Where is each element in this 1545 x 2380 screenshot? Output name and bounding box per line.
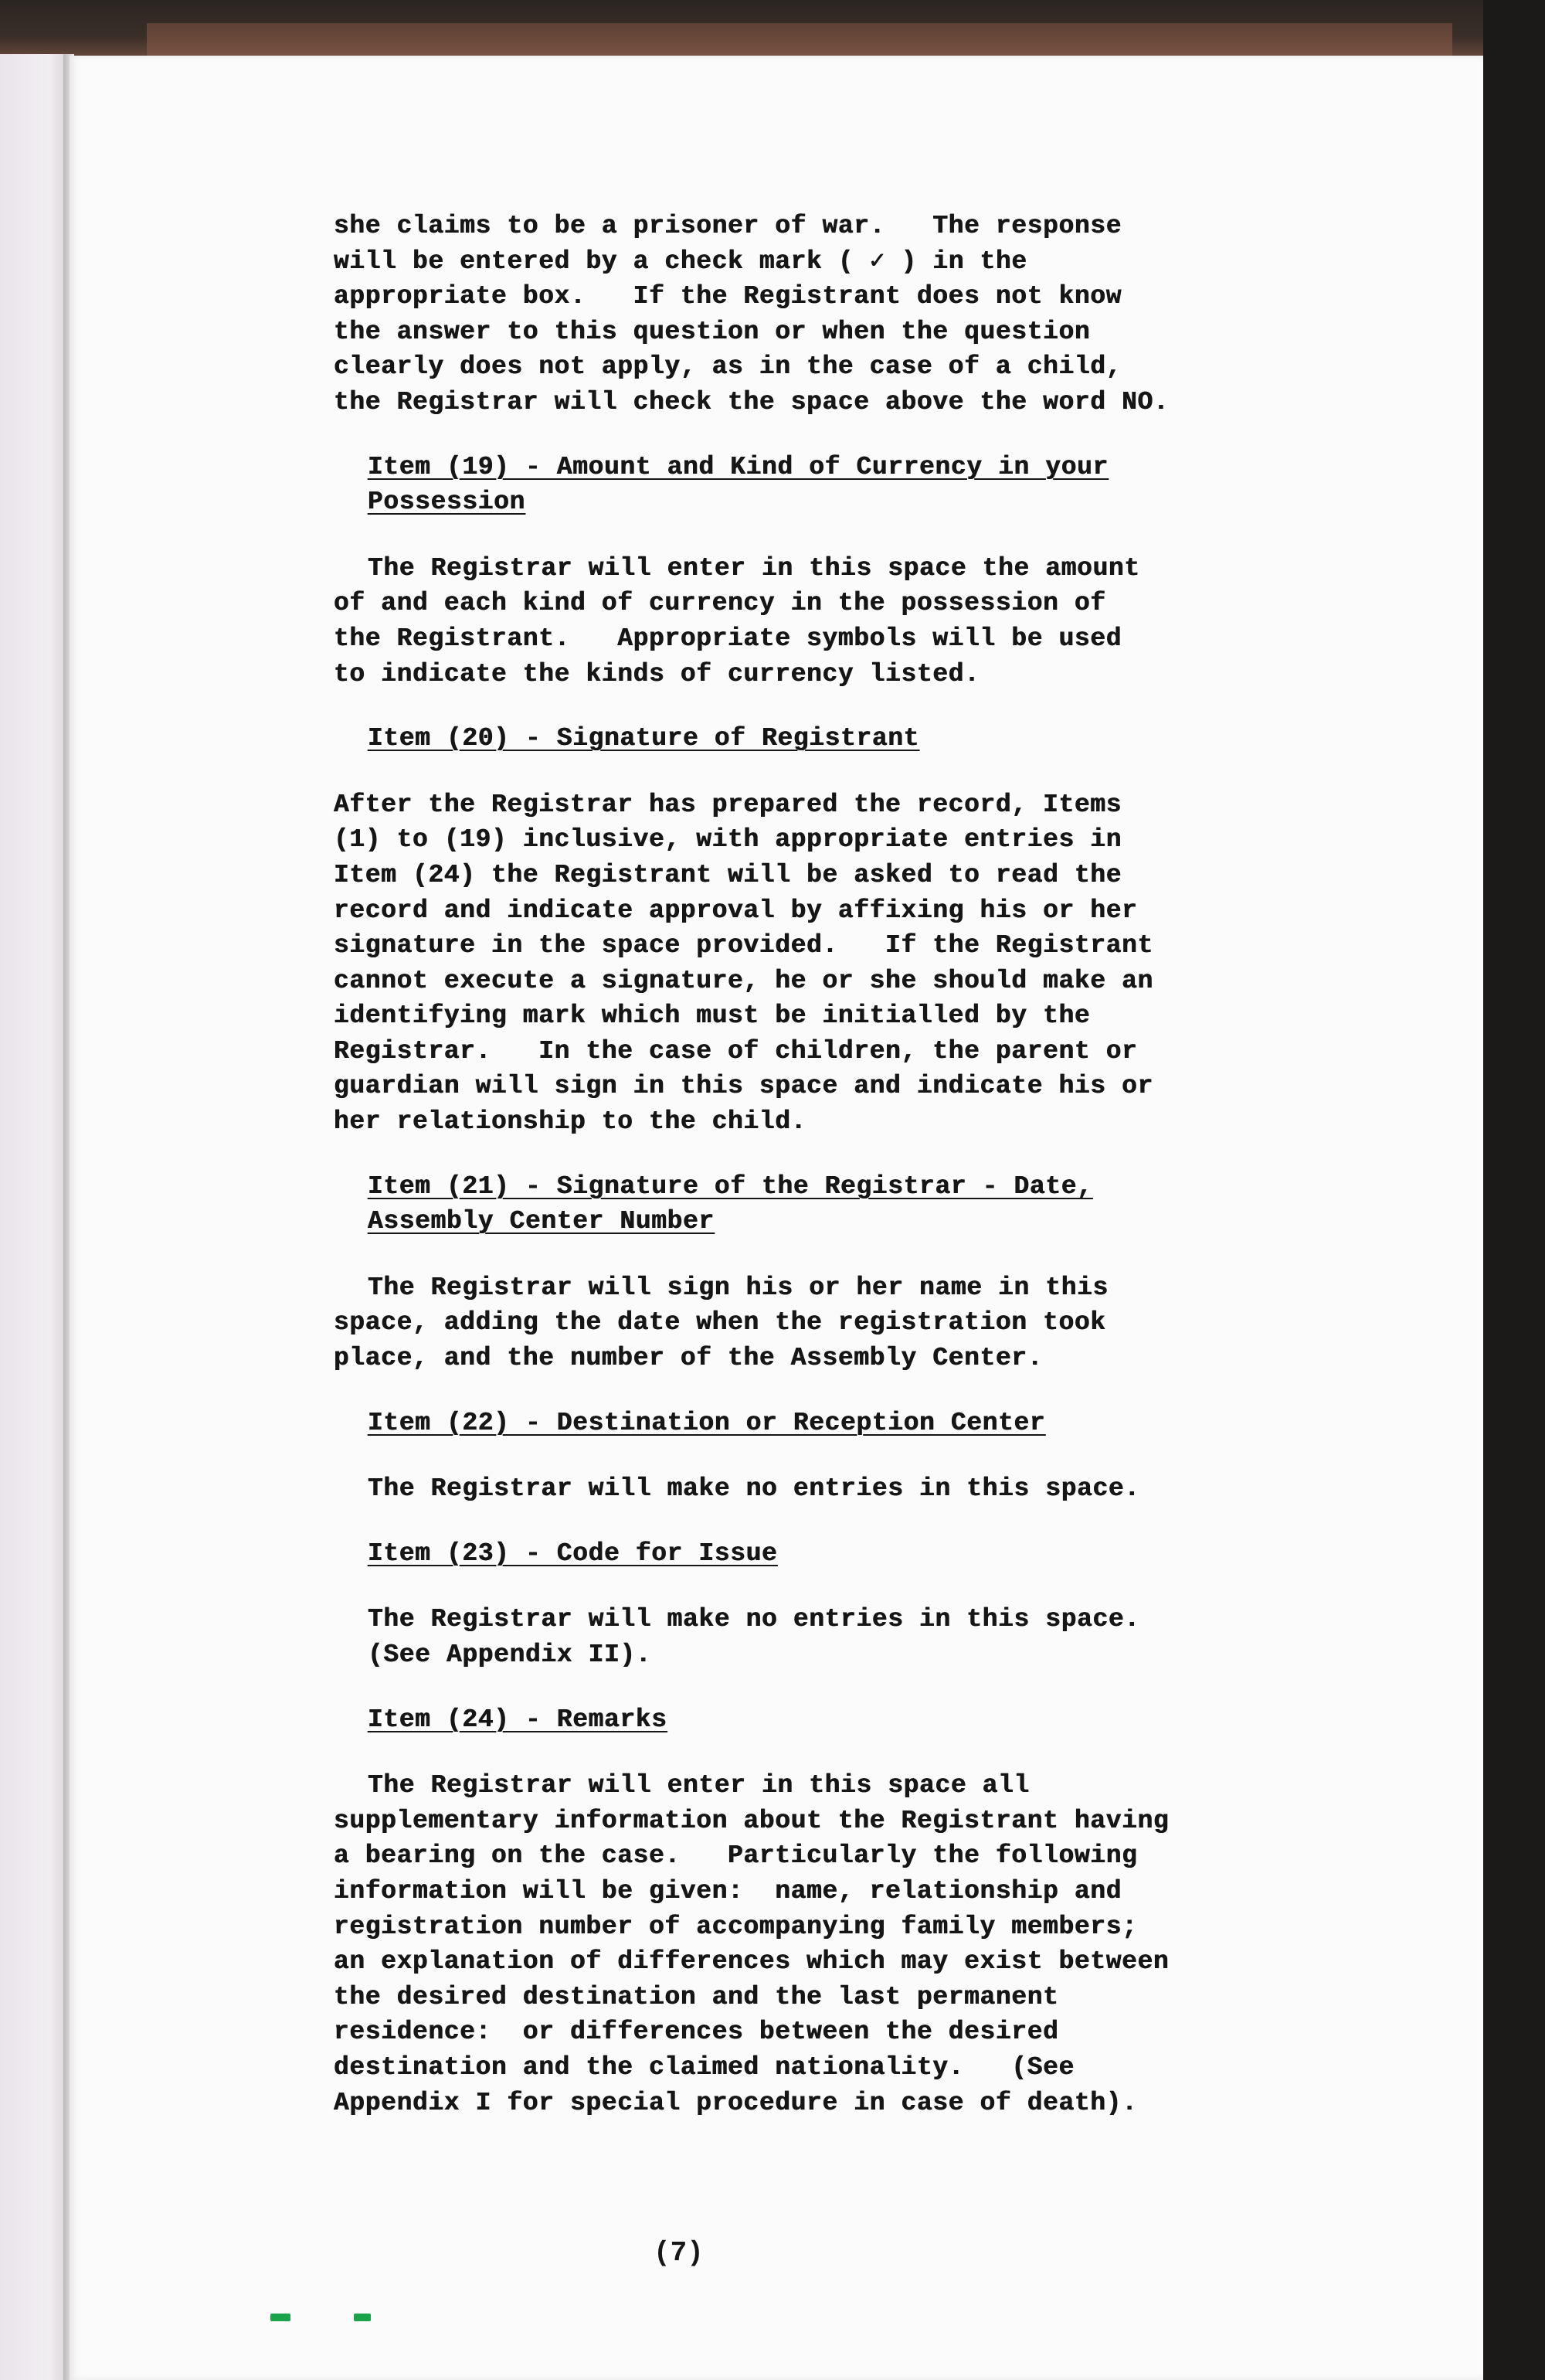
- heading-line: Item (22) - Destination or Reception Center: [368, 1408, 1046, 1437]
- text-line: guardian will sign in this space and indicate his or: [334, 1072, 1153, 1101]
- heading-line: Item (23) - Code for Issue: [368, 1538, 778, 1568]
- item-22-heading: [368, 1406, 1245, 1441]
- green-marker-stroke: [270, 2314, 290, 2321]
- text-line: The Registrar will sign his or her name in this: [368, 1273, 1109, 1302]
- text-line: the answer to this question or when the question: [334, 317, 1091, 346]
- text-line: appropriate box. If the Registrant does not know: [334, 282, 1122, 311]
- item-24-body: [334, 1768, 1245, 2120]
- text-line: (See Appendix II).: [368, 1640, 652, 1669]
- text-line: her relationship to the child.: [334, 1107, 807, 1137]
- item-19-body: [334, 551, 1245, 692]
- text-line: The Registrar will make no entries in this space.: [368, 1605, 1140, 1634]
- item-19-heading: [368, 450, 1245, 520]
- text-line: supplementary information about the Registrant having: [334, 1806, 1170, 1835]
- text-line: a bearing on the case. Particularly the following: [334, 1841, 1138, 1871]
- text-line: The Registrar will enter in this space all: [368, 1771, 1030, 1800]
- text-line: space, adding the date when the registration took: [334, 1308, 1106, 1338]
- heading-line: Possession: [368, 488, 526, 517]
- item-24-heading: [368, 1702, 1245, 1738]
- item-21-body: [334, 1270, 1245, 1376]
- text-line: The Registrar will make no entries in this space.: [368, 1474, 1140, 1504]
- text-line: Registrar. In the case of children, the parent or: [334, 1036, 1138, 1066]
- text-line: she claims to be a prisoner of war. The response: [334, 212, 1122, 240]
- paragraph-prisoner-of-war: [334, 209, 1245, 420]
- text-line: signature in the space provided. If the Registrant: [334, 931, 1153, 960]
- text-line: the Registrant. Appropriate symbols will be used: [334, 624, 1122, 653]
- item-22-body: [334, 1471, 1245, 1507]
- heading-line: Item (21) - Signature of the Registrar - Date,: [368, 1171, 1093, 1201]
- text-line: an explanation of differences which may exist between: [334, 1947, 1170, 1977]
- text-line: The Registrar will enter in this space the amount: [368, 553, 1140, 583]
- text-line: will be entered by a check mark ( ✓ ) in the: [334, 246, 1027, 276]
- text-line: After the Registrar has prepared the record, Items: [334, 790, 1122, 819]
- text-line: identifying mark which must be initialled by the: [334, 1001, 1091, 1031]
- facing-page-edge: [0, 54, 70, 2380]
- heading-line: Item (24) - Remarks: [368, 1705, 667, 1734]
- text-line: the Registrar will check the space above the word NO.: [334, 387, 1170, 416]
- binder-spine: [147, 23, 1452, 60]
- scan-background-right: [1483, 0, 1545, 2380]
- text-line: of and each kind of currency in the possession of: [334, 589, 1106, 618]
- item-23-heading: [368, 1536, 1245, 1572]
- item-20-heading: [368, 721, 1245, 756]
- text-line: residence: or differences between the desired: [334, 2018, 1059, 2047]
- item-21-heading: [368, 1169, 1245, 1239]
- text-line: place, and the number of the Assembly Center.: [334, 1344, 1044, 1373]
- heading-line: Assembly Center Number: [368, 1207, 715, 1236]
- text-line: registration number of accompanying family members;: [334, 1912, 1138, 1941]
- item-23-body: [334, 1602, 1245, 1672]
- page-number: (7): [654, 2237, 704, 2269]
- page-content: [334, 209, 1245, 2120]
- text-line: Item (24) the Registrant will be asked to read the: [334, 860, 1122, 889]
- text-line: record and indicate approval by affixing his or her: [334, 896, 1138, 925]
- text-line: information will be given: name, relationship and: [334, 1876, 1122, 1906]
- heading-line: Item (19) - Amount and Kind of Currency in your: [368, 452, 1109, 481]
- text-line: clearly does not apply, as in the case of a child,: [334, 352, 1122, 382]
- green-marker-stroke: [354, 2314, 371, 2321]
- text-line: cannot execute a signature, he or she should make an: [334, 966, 1153, 995]
- text-line: Appendix I for special procedure in case of death).: [334, 2088, 1138, 2117]
- text-line: the desired destination and the last permanent: [334, 1982, 1059, 2011]
- item-20-body: [334, 787, 1245, 1140]
- text-line: to indicate the kinds of currency listed.: [334, 659, 980, 688]
- text-line: (1) to (19) inclusive, with appropriate entries in: [334, 825, 1122, 855]
- text-line: destination and the claimed nationality. (See: [334, 2052, 1075, 2082]
- heading-line: Item (20) - Signature of Registrant: [368, 724, 920, 753]
